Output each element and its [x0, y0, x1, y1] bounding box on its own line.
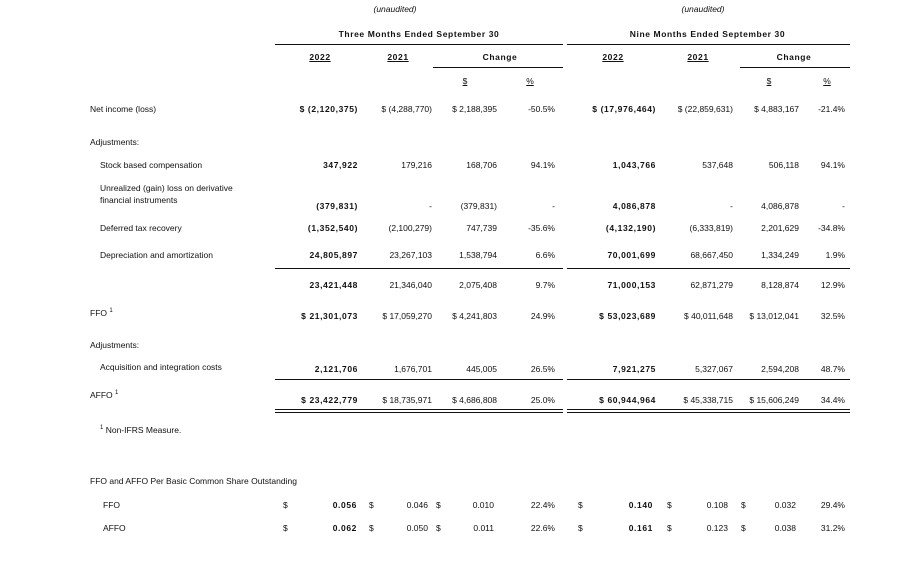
row-label-affo: AFFO $^1$ — [90, 390, 119, 400]
cell: 2,201,629 — [761, 223, 799, 233]
cell: 0.161 — [628, 523, 653, 533]
cell: $ — [667, 523, 672, 533]
dollar-header-q: $ — [462, 76, 468, 86]
cell: 1,043,766 — [612, 160, 656, 170]
cell: $ 23,422,779 — [301, 395, 358, 405]
cell: 22.6% — [530, 523, 555, 533]
period-header-three-months: Three Months Ended September 30 — [338, 29, 500, 39]
cell: - — [842, 201, 845, 211]
change-rule-n — [740, 67, 850, 68]
period-header-nine-months: Nine Months Ended September 30 — [629, 29, 786, 39]
cell: $ 15,606,249 — [749, 395, 799, 405]
cell: $ — [667, 500, 672, 510]
footnote-marker: 1 — [115, 390, 119, 397]
cell: $ 18,735,971 — [382, 395, 432, 405]
cell: 21,346,040 — [389, 280, 432, 290]
cell: $ — [578, 523, 583, 533]
row-label-unrealized-line2: financial instruments — [100, 195, 178, 205]
cell: -35.6% — [528, 223, 555, 233]
footnote: $^1$ Non-IFRS Measure. — [100, 425, 182, 435]
cell: 24.9% — [530, 311, 555, 321]
cell: 0.046 — [406, 500, 428, 510]
section-label-adjustments-2: Adjustments: — [90, 340, 140, 350]
cell: 1,676,701 — [394, 364, 432, 374]
cell: 94.1% — [530, 160, 555, 170]
cell: 0.011 — [473, 523, 494, 533]
row-label-acquisition: Acquisition and integration costs — [100, 362, 222, 372]
cell: 34.4% — [820, 395, 845, 405]
cell: 26.5% — [530, 364, 555, 374]
footnote-marker: 1 — [100, 425, 104, 432]
cell: 2,594,208 — [761, 364, 799, 374]
cell: 0.032 — [774, 500, 796, 510]
cell: (379,831) — [460, 201, 497, 211]
cell: $ — [369, 500, 374, 510]
cell: 4,086,878 — [761, 201, 799, 211]
cell: 445,005 — [466, 364, 497, 374]
cell: 347,922 — [323, 160, 358, 170]
row-label-unrealized-line1: Unrealized (gain) loss on derivative — [100, 183, 233, 193]
cell: (2,100,279) — [388, 223, 432, 233]
cell: $ 2,188,395 — [452, 104, 497, 114]
change-header-n: Change — [776, 52, 812, 62]
period-rule-right — [567, 44, 850, 45]
row-label-net-income: Net income (loss) — [90, 104, 157, 114]
cell: $ (22,859,631) — [677, 104, 733, 114]
cell: 0.010 — [472, 500, 494, 510]
row-label-stock-comp: Stock based compensation — [100, 160, 203, 170]
cell: 24,805,897 — [309, 250, 358, 260]
cell: 0.062 — [332, 523, 357, 533]
cell: -50.5% — [528, 104, 555, 114]
cell: 5,327,067 — [695, 364, 733, 374]
year-header-2022-n: 2022 — [602, 52, 624, 62]
cell: 0.123 — [706, 523, 728, 533]
cell: 0.140 — [628, 500, 653, 510]
change-rule-q — [433, 67, 563, 68]
per-share-row-label-ffo: FFO — [103, 500, 120, 510]
affo-double-rule-2-left — [275, 412, 563, 413]
cell: $ 13,012,041 — [749, 311, 799, 321]
cell: $ 60,944,964 — [599, 395, 656, 405]
cell: 168,706 — [466, 160, 497, 170]
cell: 7,921,275 — [612, 364, 656, 374]
cell: -21.4% — [818, 104, 845, 114]
cell: $ 4,686,808 — [452, 395, 497, 405]
cell: - — [552, 201, 555, 211]
cell: 29.4% — [820, 500, 845, 510]
cell: 1,334,249 — [761, 250, 799, 260]
cell: 0.038 — [774, 523, 796, 533]
footnote-marker: 1 — [109, 308, 113, 315]
cell: 4,086,878 — [612, 201, 656, 211]
cell: $ 21,301,073 — [301, 311, 358, 321]
cell: 25.0% — [530, 395, 555, 405]
cell: $ 4,241,803 — [452, 311, 497, 321]
year-header-2021-n: 2021 — [687, 52, 709, 62]
affo-double-rule-1-left — [275, 409, 563, 410]
cell: $ — [283, 523, 288, 533]
affo-rule-top-right — [567, 379, 850, 380]
cell: $ 40,011,648 — [684, 311, 733, 321]
subtotal-rule-right — [567, 268, 850, 269]
cell: - — [429, 201, 432, 211]
cell: 6.6% — [535, 250, 555, 260]
cell: (379,831) — [316, 201, 358, 211]
cell: - — [730, 201, 733, 211]
cell: (1,352,540) — [307, 223, 358, 233]
cell: 537,648 — [702, 160, 733, 170]
cell: 71,000,153 — [607, 280, 656, 290]
percent-header-q: % — [526, 76, 534, 86]
cell: 2,121,706 — [314, 364, 358, 374]
cell: 62,871,279 — [690, 280, 733, 290]
row-label-ffo: FFO $^1$ — [90, 308, 113, 318]
cell: (4,132,190) — [605, 223, 656, 233]
cell: 22.4% — [530, 500, 555, 510]
cell: $ — [436, 523, 441, 533]
unaudited-label-left: (unaudited) — [373, 4, 417, 14]
cell: $ (2,120,375) — [299, 104, 358, 114]
subtotal-rule-left — [275, 268, 563, 269]
section-label-adjustments: Adjustments: — [90, 137, 140, 147]
cell: 1,538,794 — [459, 250, 497, 260]
cell: 0.056 — [332, 500, 357, 510]
cell: -34.8% — [818, 223, 845, 233]
cell: $ — [369, 523, 374, 533]
cell: $ 45,338,715 — [683, 395, 733, 405]
cell: $ (17,976,464) — [592, 104, 656, 114]
cell: $ 17,059,270 — [382, 311, 432, 321]
affo-double-rule-2-right — [567, 412, 850, 413]
cell: $ — [436, 500, 441, 510]
cell: 0.108 — [706, 500, 728, 510]
period-rule-left — [275, 44, 563, 45]
dollar-header-n: $ — [766, 76, 772, 86]
year-header-2022-q: 2022 — [309, 52, 331, 62]
year-header-2021-q: 2021 — [387, 52, 409, 62]
cell: 506,118 — [768, 160, 799, 170]
percent-header-n: % — [823, 76, 831, 86]
row-label-deferred-tax: Deferred tax recovery — [100, 223, 182, 233]
affo-rule-top-left — [275, 379, 563, 380]
cell: $ — [283, 500, 288, 510]
cell: 8,128,874 — [761, 280, 799, 290]
cell: $ 53,023,689 — [599, 311, 656, 321]
cell: 94.1% — [820, 160, 845, 170]
cell: (6,333,819) — [689, 223, 733, 233]
cell: 179,216 — [401, 160, 432, 170]
cell: 68,667,450 — [690, 250, 733, 260]
cell: 0.050 — [406, 523, 428, 533]
per-share-row-label-affo: AFFO — [103, 523, 126, 533]
cell: 2,075,408 — [459, 280, 497, 290]
cell: 747,739 — [466, 223, 497, 233]
cell: $ (4,288,770) — [381, 104, 432, 114]
cell: 9.7% — [535, 280, 555, 290]
cell: 12.9% — [820, 280, 845, 290]
cell: 23,421,448 — [309, 280, 358, 290]
cell: $ — [741, 523, 746, 533]
cell: 23,267,103 — [389, 250, 432, 260]
cell: $ — [741, 500, 746, 510]
change-header-q: Change — [482, 52, 518, 62]
affo-double-rule-1-right — [567, 409, 850, 410]
cell: 1.9% — [825, 250, 845, 260]
cell: 48.7% — [820, 364, 845, 374]
cell: 31.2% — [820, 523, 845, 533]
unaudited-label-right: (unaudited) — [681, 4, 725, 14]
per-share-title: FFO and AFFO Per Basic Common Share Outstanding — [90, 476, 297, 486]
row-label-depreciation: Depreciation and amortization — [100, 250, 213, 260]
cell: $ — [578, 500, 583, 510]
cell: 70,001,699 — [607, 250, 656, 260]
cell: 32.5% — [820, 311, 845, 321]
cell: $ 4,883,167 — [754, 104, 799, 114]
